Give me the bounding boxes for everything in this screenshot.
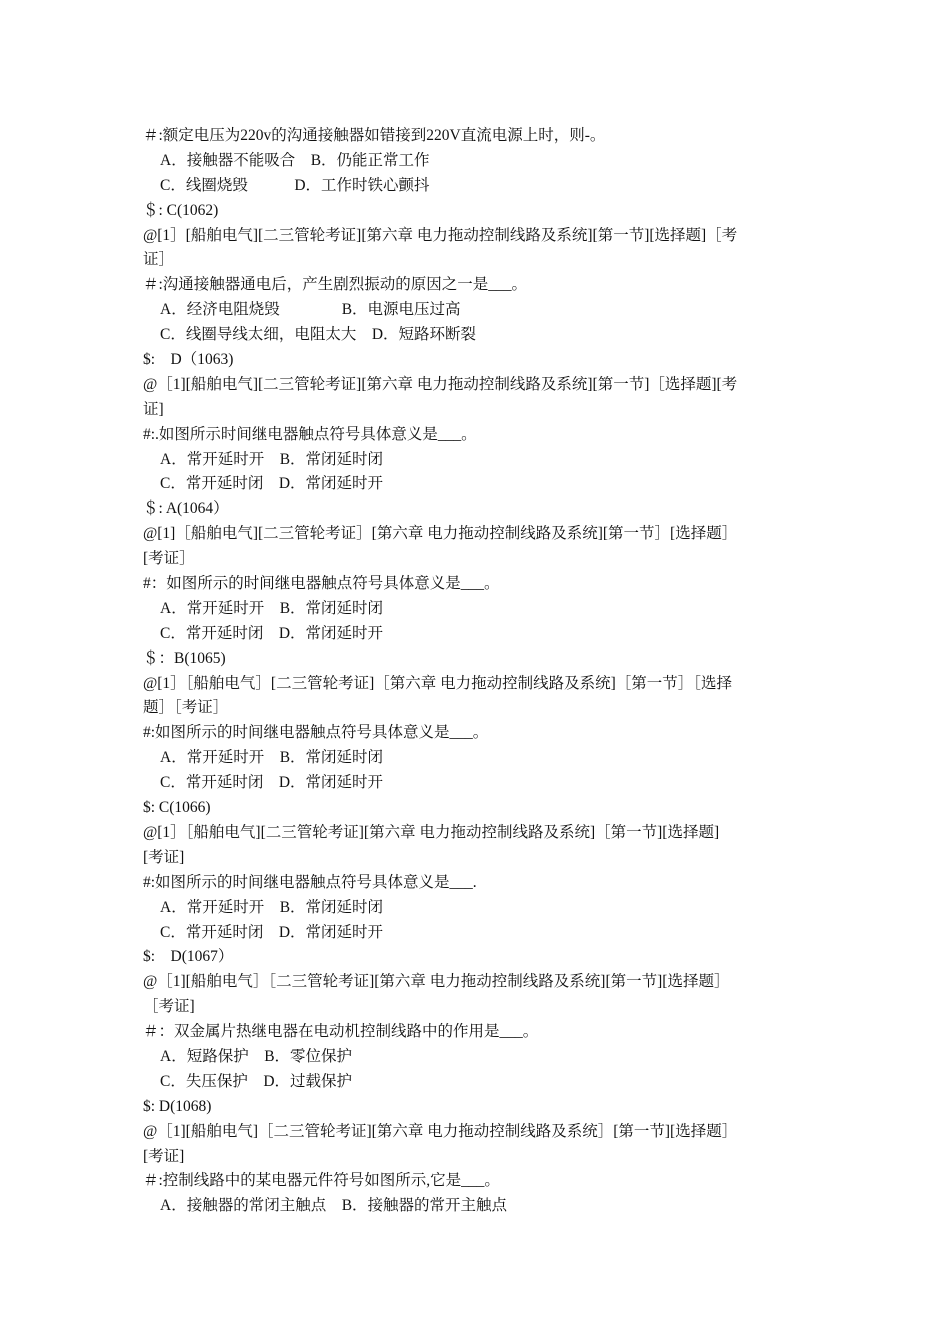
question-metadata: @[1］［船舶电气］[二三管轮考证]［第六章 电力拖动控制线路及系统]［第一节］［选择 — [143, 674, 733, 692]
question-metadata: 题］［考证］ — [143, 699, 229, 717]
question-metadata: @［1][船舶电气][二三管轮考证][第六章 电力拖动控制线路及系统][第一节]［选择题][考 — [143, 375, 738, 393]
question-metadata: @［1][船舶电气]［二三管轮考证][第六章 电力拖动控制线路及系统］[第一节][选择题］ — [143, 1122, 738, 1140]
answer-options: A．经济电阻烧毁 B．电源电压过高 — [160, 301, 461, 319]
question-text: #:如图所示的时间继电器触点符号具体意义是___。 — [143, 724, 489, 742]
question-text: ＃：双金属片热继电器在电动机控制线路中的作用是___。 — [143, 1023, 539, 1041]
question-text: #:如图所示的时间继电器触点符号具体意义是___. — [143, 873, 477, 891]
question-text: #:.如图所示时间继电器触点符号具体意义是___。 — [143, 425, 477, 443]
answer-options: C．失压保护 D．过载保护 — [160, 1072, 353, 1090]
question-metadata: ［考证] — [143, 998, 195, 1016]
answer-options: A．接触器的常闭主触点 B．接触器的常开主触点 — [160, 1197, 508, 1215]
answer-key: ＄: A(1064） — [143, 500, 229, 518]
answer-key: ＄: C(1062) — [143, 201, 219, 219]
answer-options: A．常开延时开 B．常闭延时闭 — [160, 450, 384, 468]
document-body — [143, 124, 813, 1219]
question-text: ＃:控制线路中的某电器元件符号如图所示,它是___。 — [143, 1172, 500, 1190]
question-metadata: @[1］［船舶电气][二三管轮考证][第六章 电力拖动控制线路及系统]［第一节][选择题] — [143, 823, 720, 841]
question-metadata: @［1][船舶电气］［二三管轮考证][第六章 电力拖动控制线路及系统][第一节][选择题］ — [143, 973, 730, 991]
question-metadata: @[1］[船舶电气][二三管轮考证][第六章 电力拖动控制线路及系统][第一节][选择题]［考 — [143, 226, 738, 244]
question-metadata: @[1]［船舶电气][二三管轮考证］[第六章 电力拖动控制线路及系统][第一节］[选择题］ — [143, 525, 738, 543]
answer-options: C．常开延时闭 D．常闭延时开 — [160, 923, 384, 941]
answer-options: C．线圈导线太细，电阻太大 D．短路环断裂 — [160, 326, 477, 344]
question-text: ＃:沟通接触器通电后，产生剧烈振动的原因之一是___。 — [143, 276, 528, 294]
question-metadata: [考证］ — [143, 550, 195, 568]
answer-options: A．常开延时开 B．常闭延时闭 — [160, 898, 384, 916]
answer-options: A．常开延时开 B．常闭延时闭 — [160, 749, 384, 767]
answer-options: C．常开延时闭 D．常闭延时开 — [160, 624, 384, 642]
answer-options: A．接触器不能吸合 B．仍能正常工作 — [160, 151, 430, 169]
question-metadata: [考证] — [143, 1147, 185, 1165]
answer-key: $: D(1067） — [143, 948, 234, 966]
answer-options: C．常开延时闭 D．常闭延时开 — [160, 774, 384, 792]
answer-options: C．常开延时闭 D．常闭延时开 — [160, 475, 384, 493]
answer-key: $: C(1066) — [143, 799, 211, 817]
answer-key: ＄：B(1065) — [143, 649, 226, 667]
answer-options: A．短路保护 B．零位保护 — [160, 1047, 353, 1065]
answer-key: $: D（1063) — [143, 351, 234, 369]
answer-key: $: D(1068) — [143, 1097, 212, 1115]
question-metadata: [考证] — [143, 848, 185, 866]
question-metadata: 证］ — [143, 251, 175, 269]
question-text: #：如图所示的时间继电器触点符号具体意义是___。 — [143, 575, 500, 593]
question-text: ＃:额定电压为220v的沟通接触器如错接到220V直流电源上时，则-。 — [143, 127, 606, 144]
question-metadata: 证] — [143, 400, 164, 418]
answer-options: C．线圈烧毁 D．工作时铁心颤抖 — [160, 176, 430, 194]
answer-options: A．常开延时开 B．常闭延时闭 — [160, 599, 384, 617]
